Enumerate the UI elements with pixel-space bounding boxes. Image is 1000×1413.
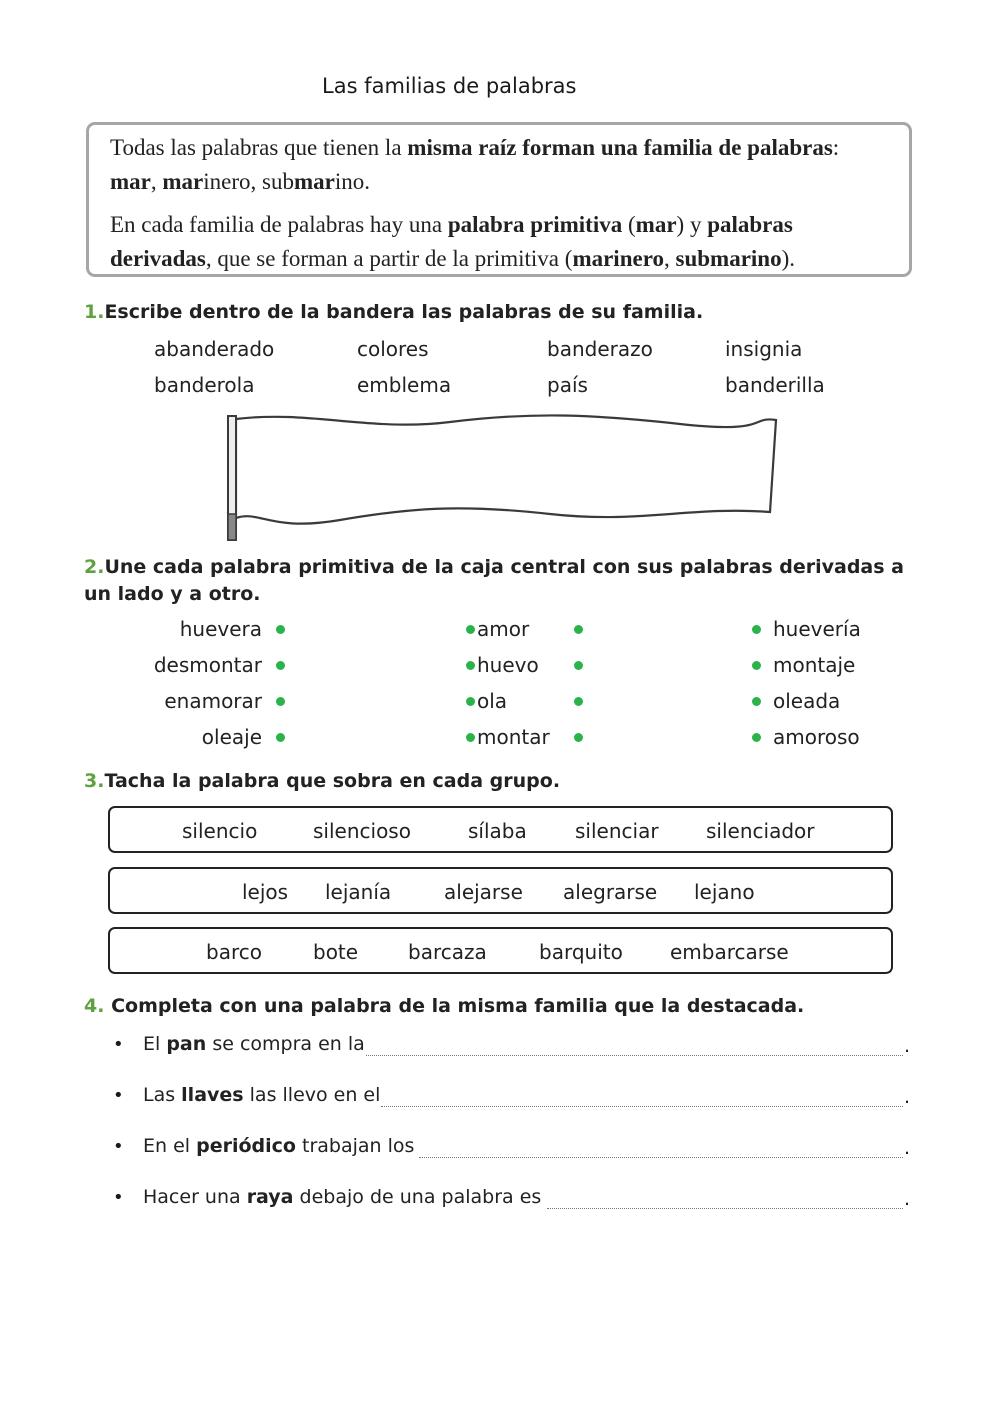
bullet-3: • — [113, 1136, 124, 1157]
p2-segment-0: En cada familia de palabras hay una — [110, 212, 448, 237]
p1-segment-8: ino. — [334, 169, 370, 194]
word-group-3 — [108, 927, 893, 974]
group-2-word-lejos[interactable]: lejos — [242, 880, 289, 904]
right-dot-2[interactable] — [752, 661, 761, 670]
p1-segment-4: , — [150, 169, 163, 194]
p2-segment-6: , que se forman a partir de la primitiva ( — [205, 246, 573, 271]
question-4-heading — [84, 995, 804, 1017]
word-insignia: insignia — [725, 337, 803, 361]
question-4-text: Completa con una palabra de la misma familia que la destacada. — [104, 995, 805, 1017]
group-1-word-silencio[interactable]: silencio — [182, 819, 258, 843]
group-3-word-embarcarse[interactable]: embarcarse — [670, 940, 789, 964]
left-word-enamorar: enamorar — [164, 689, 262, 713]
left-dot-4[interactable] — [276, 733, 285, 742]
p2-segment-1: palabra primitiva — [447, 212, 623, 237]
group-1-word-silaba[interactable]: sílaba — [468, 819, 527, 843]
group-3-word-barco[interactable]: barco — [206, 940, 262, 964]
word-pais: país — [547, 373, 588, 397]
page-title: Las familias de palabras — [322, 74, 577, 98]
center-dot-right-1[interactable] — [574, 625, 583, 634]
p1-segment-3: mar — [110, 169, 151, 194]
p2-segment-4: ) y — [676, 212, 708, 237]
question-2-number: 2. — [84, 556, 105, 578]
center-dot-left-2[interactable] — [466, 661, 475, 670]
bullet-4: • — [113, 1187, 124, 1208]
highlight-llaves: llaves — [181, 1084, 244, 1106]
p2-segment-10: ). — [781, 246, 796, 271]
right-dot-4[interactable] — [752, 733, 761, 742]
question-3-heading — [84, 770, 560, 792]
answer-line-1[interactable] — [366, 1055, 903, 1056]
word-banderilla: banderilla — [725, 373, 825, 397]
word-emblema: emblema — [357, 373, 452, 397]
center-dot-right-4[interactable] — [574, 733, 583, 742]
center-word-ola: ola — [477, 689, 508, 713]
p2-segment-5: palabras derivadas — [110, 212, 793, 271]
highlight-raya: raya — [246, 1186, 294, 1208]
left-word-huevera: huevera — [179, 617, 262, 641]
sentence-3: En el periódico trabajan los — [143, 1135, 415, 1157]
center-dot-right-2[interactable] — [574, 661, 583, 670]
definition-box — [86, 122, 912, 277]
question-1-number: 1. — [84, 301, 105, 323]
answer-line-2[interactable] — [381, 1106, 903, 1107]
p1-segment-2: : — [832, 135, 840, 160]
word-banderola: banderola — [154, 373, 255, 397]
p1-segment-6: inero, sub — [203, 169, 294, 194]
group-3-word-barquito[interactable]: barquito — [539, 940, 623, 964]
p2-segment-8: , — [664, 246, 676, 271]
answer-line-3[interactable] — [419, 1157, 903, 1158]
flag-pole-base — [228, 514, 236, 540]
group-1-word-silencioso[interactable]: silencioso — [313, 819, 411, 843]
center-dot-left-4[interactable] — [466, 733, 475, 742]
period-3: . — [904, 1137, 911, 1159]
word-group-1 — [108, 806, 893, 853]
group-2-word-lejania[interactable]: lejanía — [325, 880, 392, 904]
p1-segment-0: Todas las palabras que tienen la — [110, 135, 408, 160]
left-dot-3[interactable] — [276, 697, 285, 706]
group-1-word-silenciador[interactable]: silenciador — [706, 819, 815, 843]
question-1-text: Escribe dentro de la bandera las palabras de su familia. — [104, 301, 704, 323]
left-dot-2[interactable] — [276, 661, 285, 670]
center-dot-left-3[interactable] — [466, 697, 475, 706]
right-word-oleada: oleada — [773, 689, 841, 713]
p2-segment-2: ( — [622, 212, 636, 237]
question-3-number: 3. — [84, 770, 105, 792]
word-group-2 — [108, 867, 893, 914]
p1-segment-5: mar — [162, 169, 204, 194]
center-dot-left-1[interactable] — [466, 625, 475, 634]
question-4-number: 4. — [84, 995, 105, 1017]
question-1-heading — [84, 301, 703, 323]
sentence-1: El pan se compra en la — [143, 1033, 365, 1055]
center-dot-right-3[interactable] — [574, 697, 583, 706]
right-word-hueveria: huevería — [773, 617, 861, 641]
left-word-oleaje: oleaje — [201, 725, 262, 749]
word-colores: colores — [357, 337, 429, 361]
period-1: . — [904, 1035, 911, 1057]
group-2-word-lejano[interactable]: lejano — [694, 880, 755, 904]
left-word-desmontar: desmontar — [153, 653, 262, 677]
question-3-text: Tacha la palabra que sobra en cada grupo. — [104, 770, 561, 792]
center-word-huevo: huevo — [477, 653, 539, 677]
group-3-word-barcaza[interactable]: barcaza — [408, 940, 487, 964]
period-4: . — [904, 1188, 911, 1210]
sentence-4: Hacer una raya debajo de una palabra es — [143, 1186, 542, 1208]
right-dot-1[interactable] — [752, 625, 761, 634]
left-dot-1[interactable] — [276, 625, 285, 634]
p2-segment-3: mar — [635, 212, 677, 237]
definition-paragraph-2 — [110, 208, 887, 276]
p1-segment-1: misma raíz forman una familia de palabras — [407, 135, 833, 160]
p2-segment-9: submarino — [675, 246, 782, 271]
highlight-periodico: periódico — [196, 1135, 296, 1157]
flag-drawing[interactable] — [220, 410, 790, 545]
group-1-word-silenciar[interactable]: silenciar — [575, 819, 659, 843]
right-dot-3[interactable] — [752, 697, 761, 706]
center-word-montar: montar — [477, 725, 550, 749]
center-word-amor: amor — [477, 617, 530, 641]
period-2: . — [904, 1086, 911, 1108]
highlight-pan: pan — [166, 1033, 207, 1055]
flag-cloth — [236, 415, 776, 523]
right-word-amoroso: amoroso — [773, 725, 860, 749]
sentence-2: Las llaves las llevo en el — [143, 1084, 381, 1106]
question-2-heading — [84, 554, 924, 608]
question-2-text: Une cada palabra primitiva de la caja central con sus palabras derivadas a un lado y a otro. — [84, 556, 904, 605]
group-3-word-bote[interactable]: bote — [313, 940, 359, 964]
right-word-montaje: montaje — [773, 653, 856, 677]
group-2-word-alegrarse[interactable]: alegrarse — [563, 880, 658, 904]
bullet-1: • — [113, 1034, 124, 1055]
word-abanderado: abanderado — [154, 337, 275, 361]
definition-paragraph-1 — [110, 131, 887, 199]
p1-segment-7: mar — [293, 169, 335, 194]
word-banderazo: banderazo — [547, 337, 653, 361]
answer-line-4[interactable] — [547, 1208, 903, 1209]
p2-segment-7: marinero — [572, 246, 664, 271]
group-2-word-alejarse[interactable]: alejarse — [444, 880, 523, 904]
bullet-2: • — [113, 1085, 124, 1106]
